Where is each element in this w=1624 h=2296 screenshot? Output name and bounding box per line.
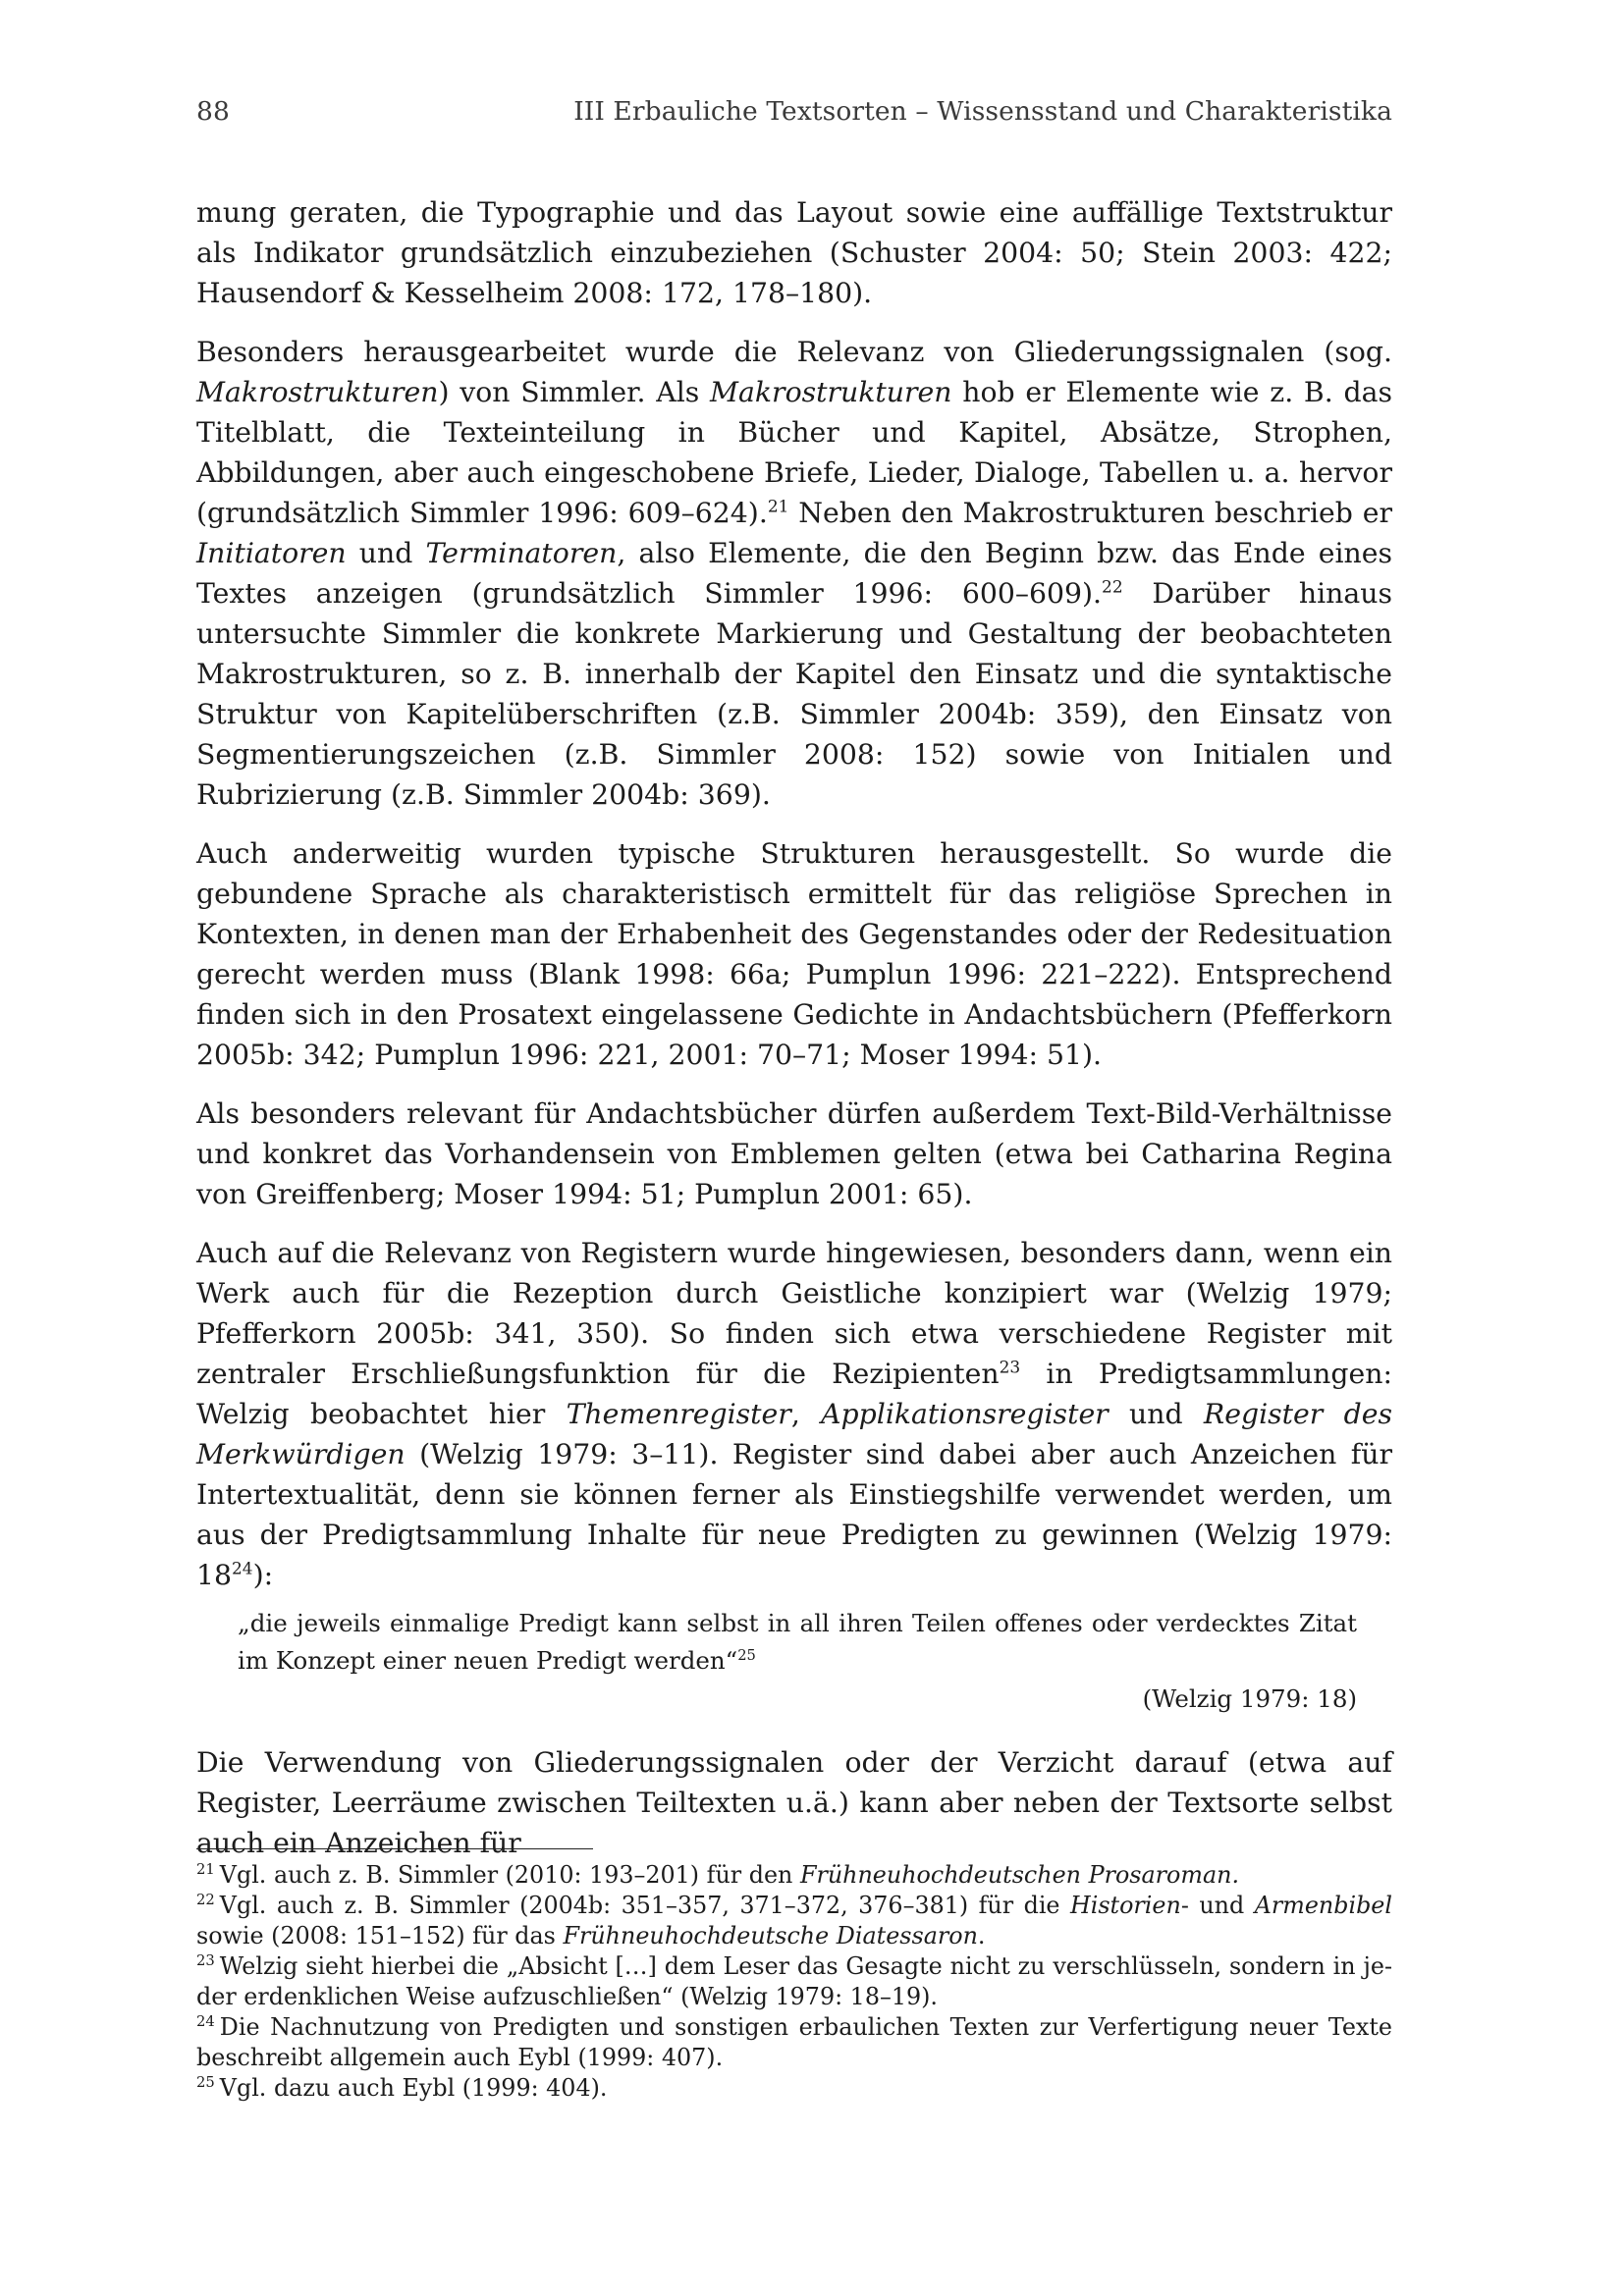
italic-term: Terminatoren <box>425 537 618 569</box>
footnotes <box>196 1860 1392 2104</box>
italic-term: Applikationsregister <box>821 1398 1109 1430</box>
text-run: . <box>977 1922 986 1949</box>
paragraph <box>196 1094 1392 1214</box>
footnote-separator <box>196 1848 593 1849</box>
text-run: ) von Simmler. Als <box>438 376 711 408</box>
italic-term: Makrostrukturen <box>196 376 439 408</box>
text-run: Vgl. dazu auch Eybl (1999: 404). <box>219 2074 608 2102</box>
paragraph <box>196 1233 1392 1595</box>
footnote-number: 21 <box>196 1861 215 1879</box>
block-quote <box>238 1605 1357 1680</box>
footnote-number: 24 <box>196 2013 215 2031</box>
text-run: (Welzig 1979: 3–11). Register sind dabei aber auch Anzeichen für Intertextualität, denn sie können ferner als Einstiegshilfe verwendet werden, um aus der Predigtsammlung Inhalte für neue Predigten zu gewinnen (Welzig 1979: 18 <box>196 1438 1392 1591</box>
footnote <box>196 1860 1392 1891</box>
footnote-ref[interactable]: 23 <box>999 1358 1021 1378</box>
text-run: Besonders herausgearbeitet wurde die Relevanz von Gliederungssignalen (sog. <box>196 336 1392 368</box>
footnote-ref[interactable]: 22 <box>1102 577 1123 598</box>
running-header <box>196 96 1392 127</box>
text-run: Auch auf die Relevanz von Registern wurde hingewiesen, besonders dann, wenn ein Werk auch für die Rezeption durch Geistliche konzipiert war (Welzig 1979; Pfefferkorn 2005b: 341, 350). So finden sich etwa verschiedene Register mit zentraler Erschließungsfunktion für die Rezipienten <box>196 1237 1392 1390</box>
footnote-number: 25 <box>196 2074 215 2092</box>
italic-term: Armenbibel <box>1254 1892 1392 1919</box>
italic-term: Historien <box>1069 1892 1181 1919</box>
text-run: hob er Elemente wie z. B. das Titelblatt, die Texteinteilung in Bücher und Kapitel, Absätze, Strophen, Abbildungen, aber auch eingeschobene Briefe, Lieder, Dialoge, Tabellen u. a. hervor (grundsätzlich Simmler 1996: 609–624). <box>196 376 1392 529</box>
paragraph <box>196 192 1392 313</box>
text-run: und <box>346 537 426 569</box>
footnote-ref[interactable]: 25 <box>737 1646 756 1664</box>
footnote-number: 23 <box>196 1952 215 1970</box>
text-run: Vgl. auch z. B. Simmler (2004b: 351–357, 371–372, 376–381) für die <box>219 1892 1070 1919</box>
text-run: Welzig sieht hierbei die „Absicht […] dem Leser das Gesagte nicht zu verschlüsseln, sondern in jeder erdenklichen Weise aufzuschließen“ (Welzig 1979: 18–19). <box>196 1952 1392 2010</box>
footnote <box>196 2073 1392 2104</box>
quote-text: „die jeweils einmalige Predigt kann selbst in all ihren Teilen offenes oder verdecktes Zitat im Konzept einer neuen Predigt werden“ <box>238 1609 1357 1675</box>
footnote <box>196 2012 1392 2073</box>
text-run: mung geraten, die Typographie und das Layout sowie eine auffällige Textstruktur als Indikator grundsätzlich einzubeziehen (Schuster 2004: 50; Stein 2003: 422; Hausendorf & Kesselheim 2008: 172, 178–180). <box>196 196 1392 309</box>
text-run: sowie (2008: 151–152) für das <box>196 1922 564 1949</box>
page-number: 88 <box>196 96 230 127</box>
italic-term: Frühneuhochdeutsche Diatessaron <box>563 1922 978 1949</box>
italic-term: Frühneuhochdeutschen Prosaroman. <box>799 1861 1240 1889</box>
running-title: III Erbauliche Textsorten – Wissensstand und Charakteristika <box>573 96 1392 127</box>
paragraph: Die Verwendung von Gliederungssignalen oder der Verzicht darauf (etwa auf Register, Leerräume zwischen Teiltexten u.ä.) kann aber neben der Textsorte selbst auch ein Anzeichen für <box>196 1746 1392 1859</box>
text-run: ): <box>252 1559 274 1591</box>
text-run: und <box>1108 1398 1204 1430</box>
text-run: , <box>790 1398 822 1430</box>
footnote <box>196 1951 1392 2012</box>
text-run: , also Elemente, die den Beginn bzw. das Ende eines Textes anzeigen (grundsätzlich Simmler 1996: 600–609). <box>196 537 1392 610</box>
text-run: Als besonders relevant für Andachtsbücher dürfen außerdem Text-Bild-Verhältnisse und konkret das Vorhandensein von Emblemen gelten (etwa bei Catharina Regina von Greiffenberg; Moser 1994: 51; Pumplun 2001: 65). <box>196 1097 1392 1210</box>
footnote <box>196 1891 1392 1951</box>
italic-term: Makrostrukturen <box>710 376 952 408</box>
footnote-ref[interactable]: 21 <box>767 497 789 517</box>
main-text <box>196 192 1392 1882</box>
text-run: Vgl. auch z. B. Simmler (2010: 193–201) für den <box>219 1861 800 1889</box>
text-run: in Predigtsammlungen: Welzig beobachtet hier <box>196 1358 1392 1430</box>
text-run: Neben den Makrostrukturen beschrieb er <box>788 497 1393 529</box>
paragraph <box>196 833 1392 1075</box>
footnote-number: 22 <box>196 1892 215 1909</box>
text-run: Die Nachnutzung von Predigten und sonstigen erbaulichen Texten zur Verfertigung neuer Texte beschreibt allgemein auch Eybl (1999: 407). <box>196 2013 1392 2071</box>
italic-term: Themenregister <box>566 1398 791 1430</box>
text-run: Auch anderweitig wurden typische Strukturen herausgestellt. So wurde die gebundene Sprache als charakteristisch ermittelt für das religiöse Sprechen in Kontexten, in denen man der Erhabenheit des Gegenstandes oder der Redesituation gerecht werden muss (Blank 1998: 66a; Pumplun 1996: 221–222). Entsprechend finden sich in den Prosatext eingelassene Gedichte in Andachtsbüchern (Pfefferkorn 2005b: 342; Pumplun 1996: 221, 2001: 70–71; Moser 1994: 51). <box>196 837 1392 1071</box>
italic-term: Register des Merkwürdigen <box>196 1398 1392 1470</box>
footnote-ref[interactable]: 24 <box>232 1559 253 1579</box>
text-run: - und <box>1180 1892 1255 1919</box>
italic-term: Initiatoren <box>196 537 347 569</box>
paragraph <box>196 332 1392 815</box>
quote-citation: (Welzig 1979: 18) <box>1142 1684 1357 1713</box>
text-run: Darüber hinaus untersuchte Simmler die konkrete Markierung und Gestaltung der beobachteten Makrostrukturen, so z. B. innerhalb der Kapitel den Einsatz und die syntaktische Struktur von Kapitelüberschriften (z.B. Simmler 2004b: 359), den Einsatz von Segmentierungszeichen (z.B. Simmler 2008: 152) sowie von Initialen und Rubrizierung (z.B. Simmler 2004b: 369). <box>196 577 1392 811</box>
